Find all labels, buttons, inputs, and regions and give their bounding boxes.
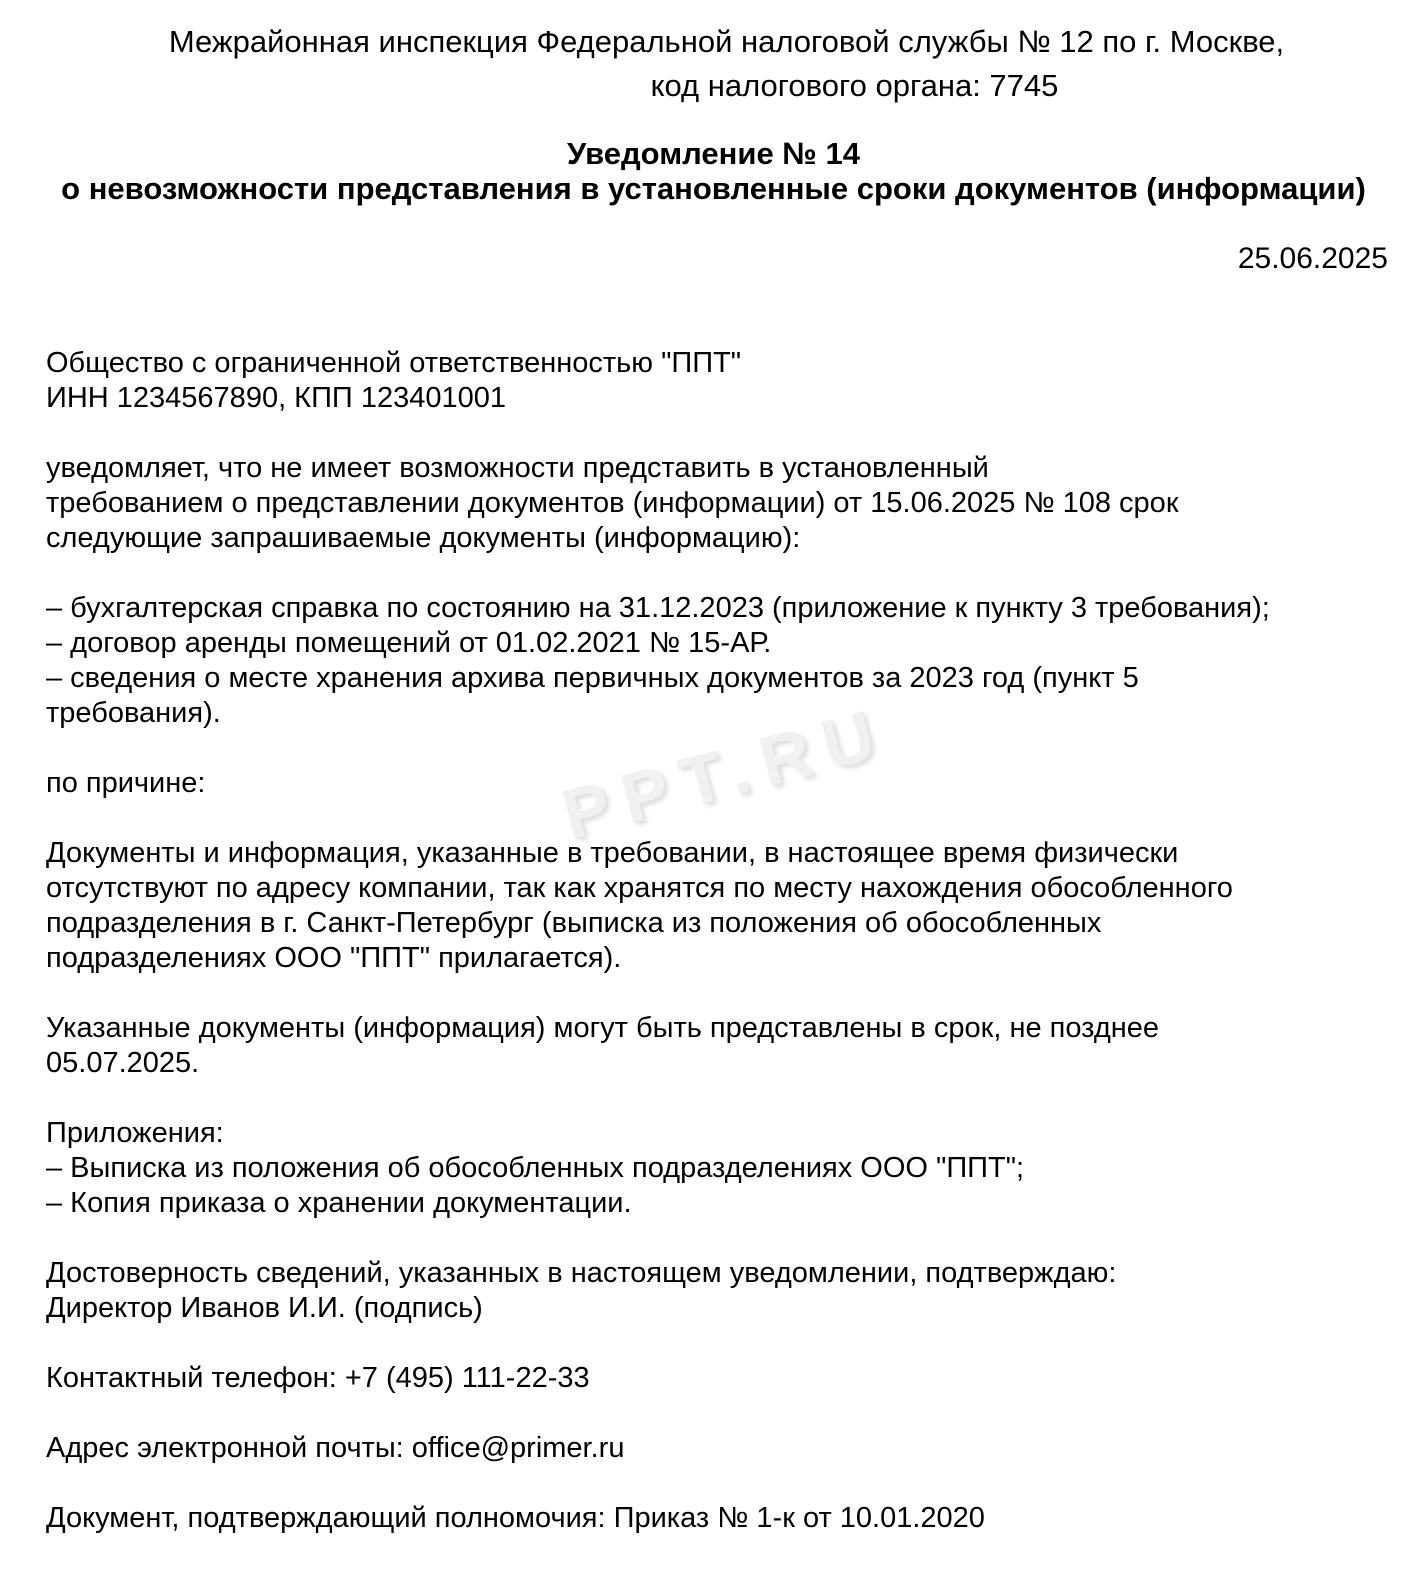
document-line: следующие запрашиваемые документы (информацию): [46, 522, 801, 554]
recipient-inspection-line: Межрайонная инспекция Федеральной налоговой службы № 12 по г. Москве, [168, 24, 1285, 59]
document-line: требования). [46, 697, 221, 729]
document-date: 25.06.2025 [1237, 242, 1388, 275]
document-line: Директор Иванов И.И. (подпись) [46, 1292, 483, 1324]
document-line: уведомляет, что не имеет возможности представить в установленный [46, 452, 989, 484]
title-block [0, 136, 1427, 206]
blank-line [46, 416, 1427, 451]
document-line: подразделения в г. Санкт-Петербург (выписка из положения об обособленных [46, 907, 1102, 939]
blank-line [46, 1326, 1427, 1361]
document-line: Достоверность сведений, указанных в настоящем уведомлении, подтверждаю: [46, 1257, 1117, 1289]
blank-line [46, 1081, 1427, 1116]
document-line: 05.07.2025. [46, 1047, 200, 1079]
recipient-tax-authority-code-line: код налогового органа: 7745 [650, 68, 1059, 103]
document-line: – Копия приказа о хранении документации. [46, 1187, 632, 1219]
document-line: Указанные документы (информация) могут быть представлены в срок, не позднее [46, 1012, 1160, 1044]
document-line: – сведения о месте хранения архива первичных документов за 2023 год (пункт 5 [46, 662, 1139, 694]
document-line: подразделениях ООО "ППТ" прилагается). [46, 942, 622, 974]
document-line: Контактный телефон: +7 (495) 111-22-33 [46, 1362, 590, 1394]
blank-line [46, 801, 1427, 836]
document-line: – Выписка из положения об обособленных подразделениях ООО "ППТ"; [46, 1152, 1025, 1184]
document-line: – бухгалтерская справка по состоянию на 31.12.2023 (приложение к пункту 3 требования); [46, 592, 1270, 624]
ppt-ru-watermark: PPT.RU [554, 692, 896, 854]
document-line: ИНН 1234567890, КПП 123401001 [46, 382, 506, 414]
blank-line [46, 556, 1427, 591]
document-title: Уведомление № 14 [567, 136, 860, 171]
blank-line [46, 976, 1427, 1011]
document-line: Документы и информация, указанные в требовании, в настоящее время физически [46, 837, 1179, 869]
document-line: Адрес электронной почты: office@primer.ru [46, 1432, 625, 1464]
document-line: Общество с ограниченной ответственностью "ППТ" [46, 347, 742, 379]
document-line: по причине: [46, 767, 206, 799]
document-line: требованием о представлении документов (информации) от 15.06.2025 № 108 срок [46, 487, 1179, 519]
blank-line [46, 1396, 1427, 1431]
blank-line [46, 1221, 1427, 1256]
document-body [0, 346, 1427, 1536]
document-line: Документ, подтверждающий полномочия: Приказ № 1-к от 10.01.2020 [46, 1502, 985, 1534]
document-line: отсутствуют по адресу компании, так как хранятся по месту нахождения обособленного [46, 872, 1233, 904]
blank-line [46, 1466, 1427, 1501]
document-line: – договор аренды помещений от 01.02.2021 № 15-АР. [46, 627, 772, 659]
blank-line [46, 731, 1427, 766]
recipient-block [0, 0, 1427, 108]
document-line: Приложения: [46, 1117, 224, 1149]
document-subtitle: о невозможности представления в установленные сроки документов (информации) [61, 171, 1366, 206]
